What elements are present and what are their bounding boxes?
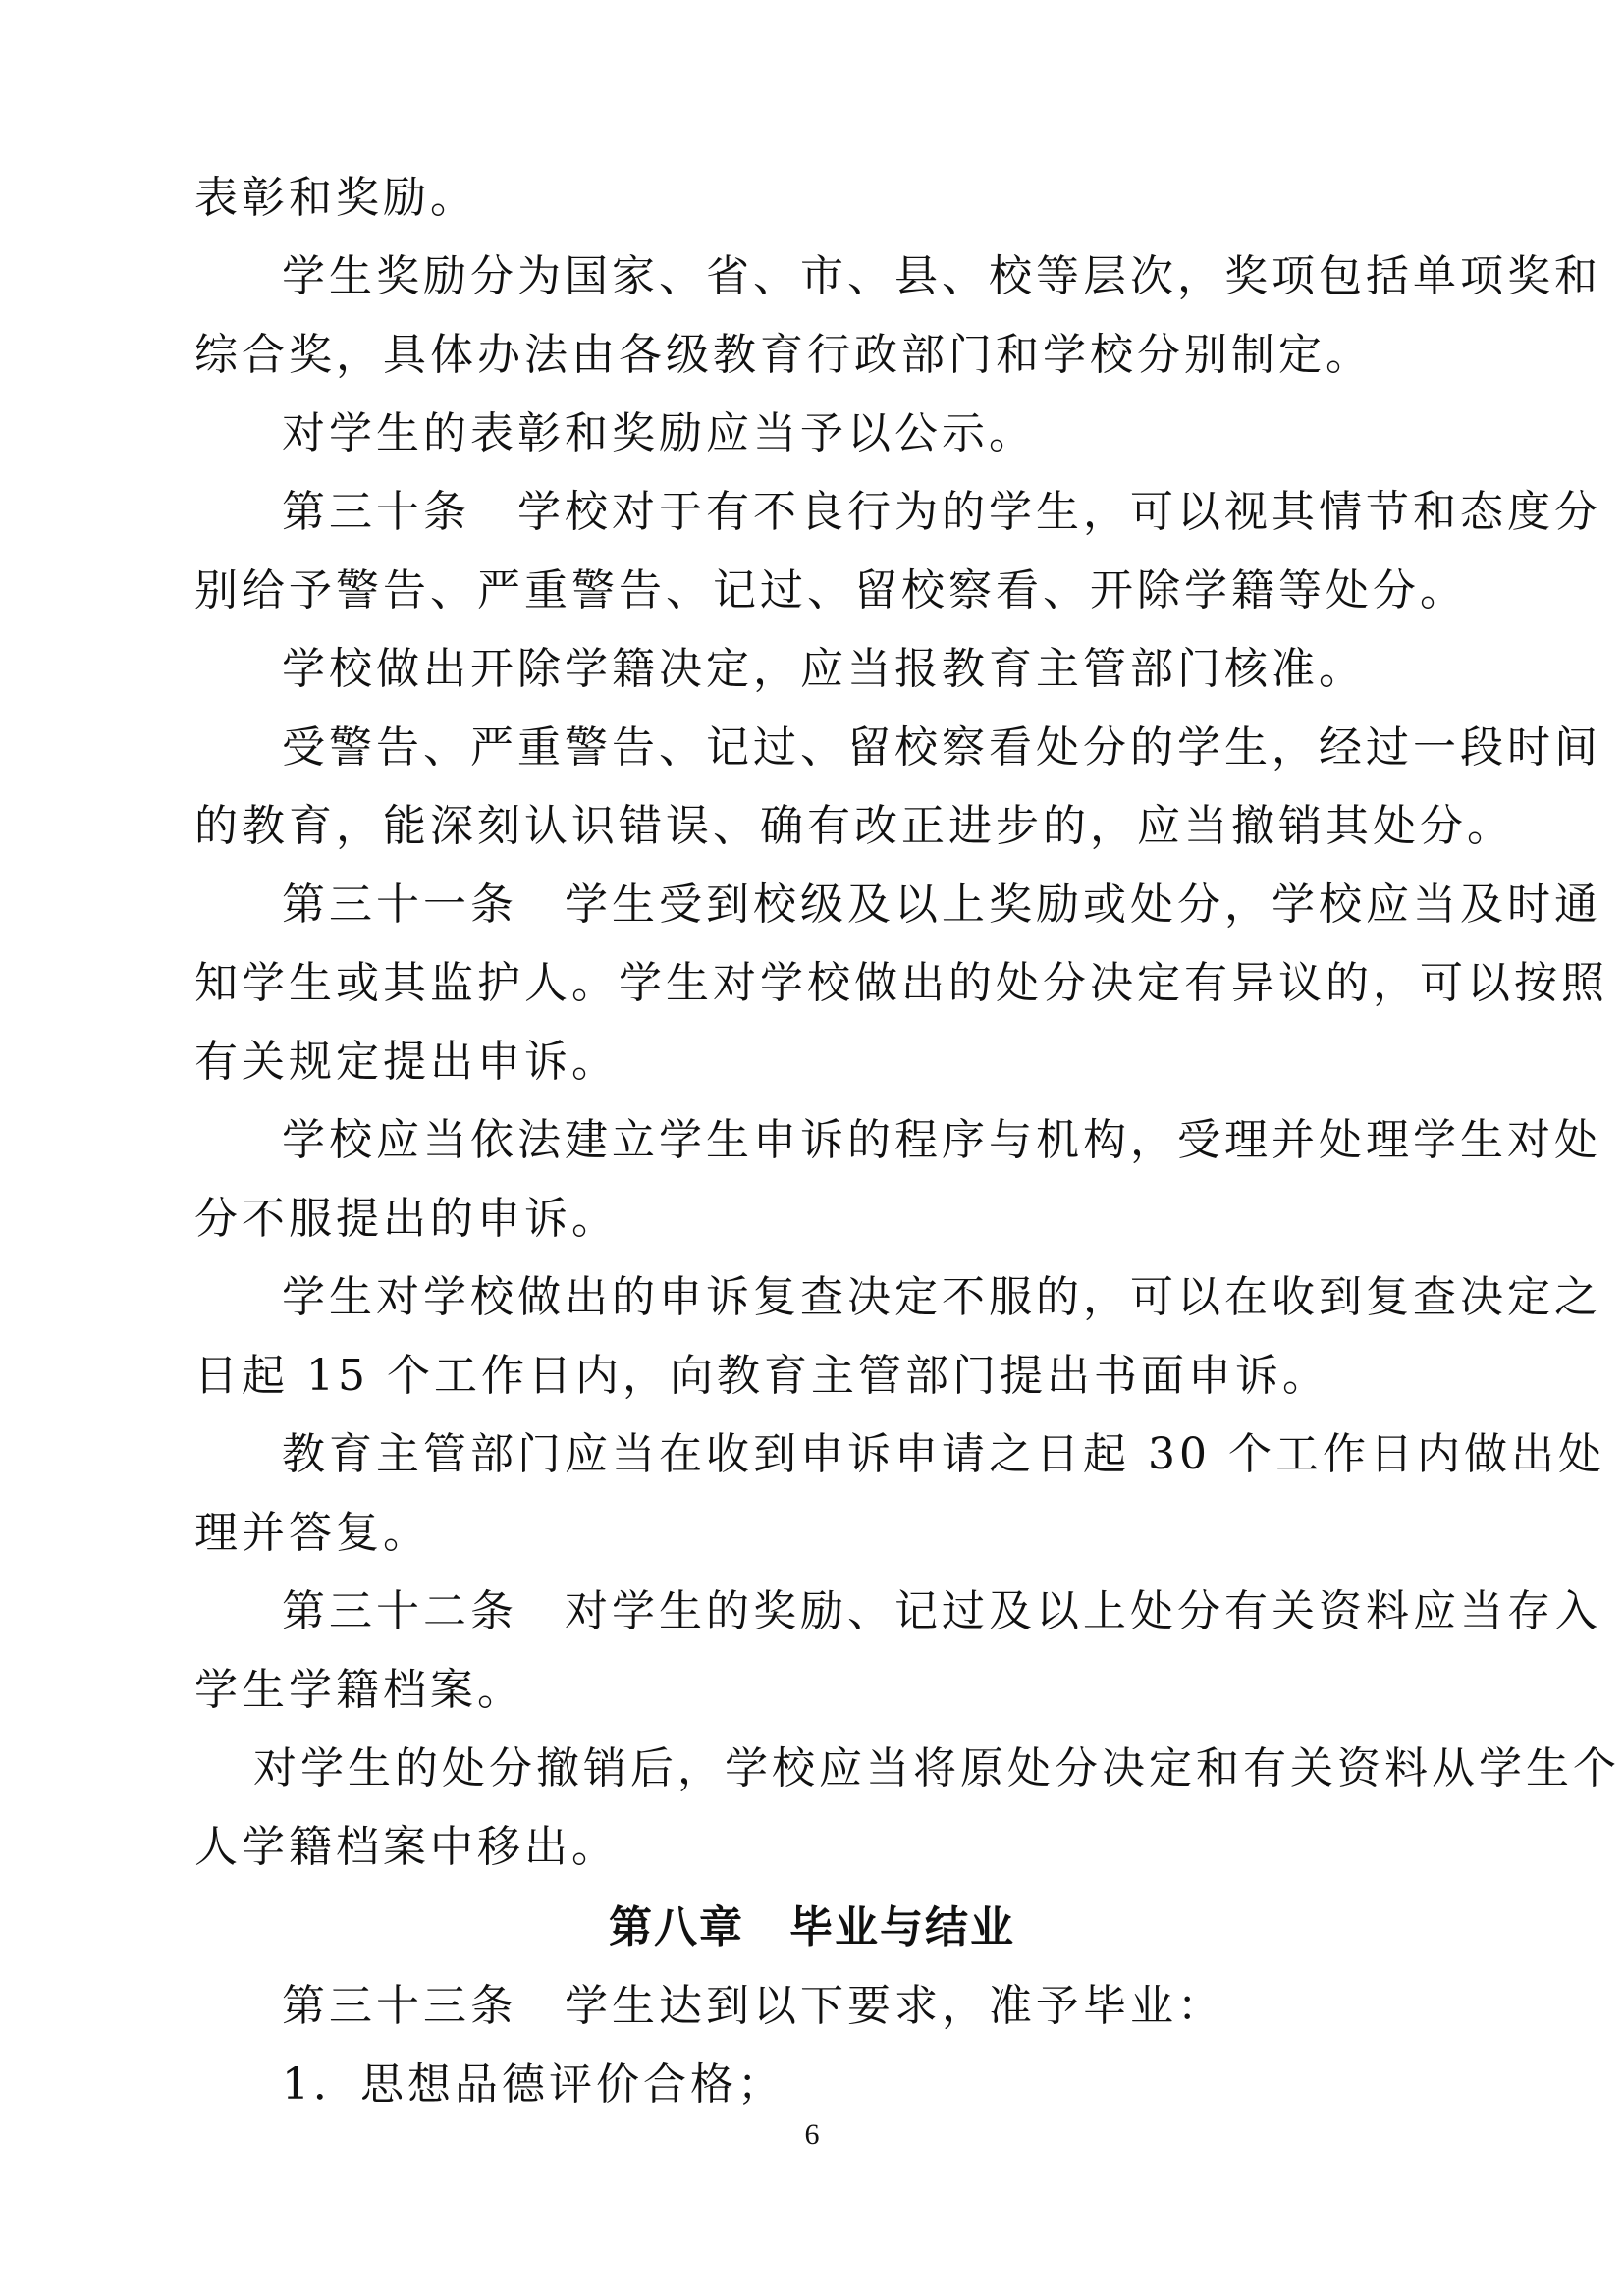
paragraph-line: 理并答复。 [194, 1508, 430, 1558]
paragraph-line: 知学生或其监护人。学生对学校做出的处分决定有异议的，可以按照 [194, 958, 1608, 1008]
paragraph-line: 受警告、严重警告、记过、留校察看处分的学生，经过一段时间 [282, 722, 1601, 773]
paragraph-line: 学生学籍档案。 [194, 1665, 524, 1715]
paragraph-line: 别给予警告、严重警告、记过、留校察看、开除学籍等处分。 [194, 565, 1467, 615]
article-33-line: 第三十三条 学生达到以下要求，准予毕业： [282, 1981, 1224, 2031]
article-32-line: 第三十二条 对学生的奖励、记过及以上处分有关资料应当存入 [282, 1586, 1601, 1636]
paragraph-line: 对学生的处分撤销后，学校应当将原处分决定和有关资料从学生个 [253, 1743, 1620, 1793]
paragraph-line: 学校应当依法建立学生申诉的程序与机构，受理并处理学生对处 [282, 1115, 1601, 1165]
paragraph-line: 学生对学校做出的申诉复查决定不服的，可以在收到复查决定之 [282, 1272, 1601, 1322]
article-31-line: 第三十一条 学生受到校级及以上奖励或处分，学校应当及时通 [282, 880, 1601, 930]
paragraph-line: 教育主管部门应当在收到申诉申请之日起 30 个工作日内做出处 [282, 1429, 1605, 1479]
chapter-heading: 第八章 毕业与结业 [609, 1902, 1015, 1952]
paragraph-line: 对学生的表彰和奖励应当予以公示。 [282, 408, 1036, 458]
list-item: 1．思想品德评价合格； [282, 2059, 785, 2109]
paragraph-line: 综合奖，具体办法由各级教育行政部门和学校分别制定。 [194, 330, 1373, 380]
paragraph-line: 日起 15 个工作日内，向教育主管部门提出书面申诉。 [194, 1351, 1329, 1401]
paragraph-line: 有关规定提出申诉。 [194, 1037, 619, 1087]
article-30-line: 第三十条 学校对于有不良行为的学生，可以视其情节和态度分 [282, 487, 1601, 537]
paragraph-line: 人学籍档案中移出。 [194, 1822, 619, 1872]
page-number: 6 [804, 2118, 820, 2151]
paragraph-line: 学校做出开除学籍决定，应当报教育主管部门核准。 [282, 644, 1366, 694]
paragraph-line: 学生奖励分为国家、省、市、县、校等层次，奖项包括单项奖和 [282, 251, 1601, 301]
paragraph-line: 表彰和奖励。 [194, 173, 477, 223]
paragraph-line: 分不服提出的申诉。 [194, 1194, 619, 1244]
paragraph-line: 的教育，能深刻认识错误、确有改正进步的，应当撤销其处分。 [194, 801, 1514, 851]
